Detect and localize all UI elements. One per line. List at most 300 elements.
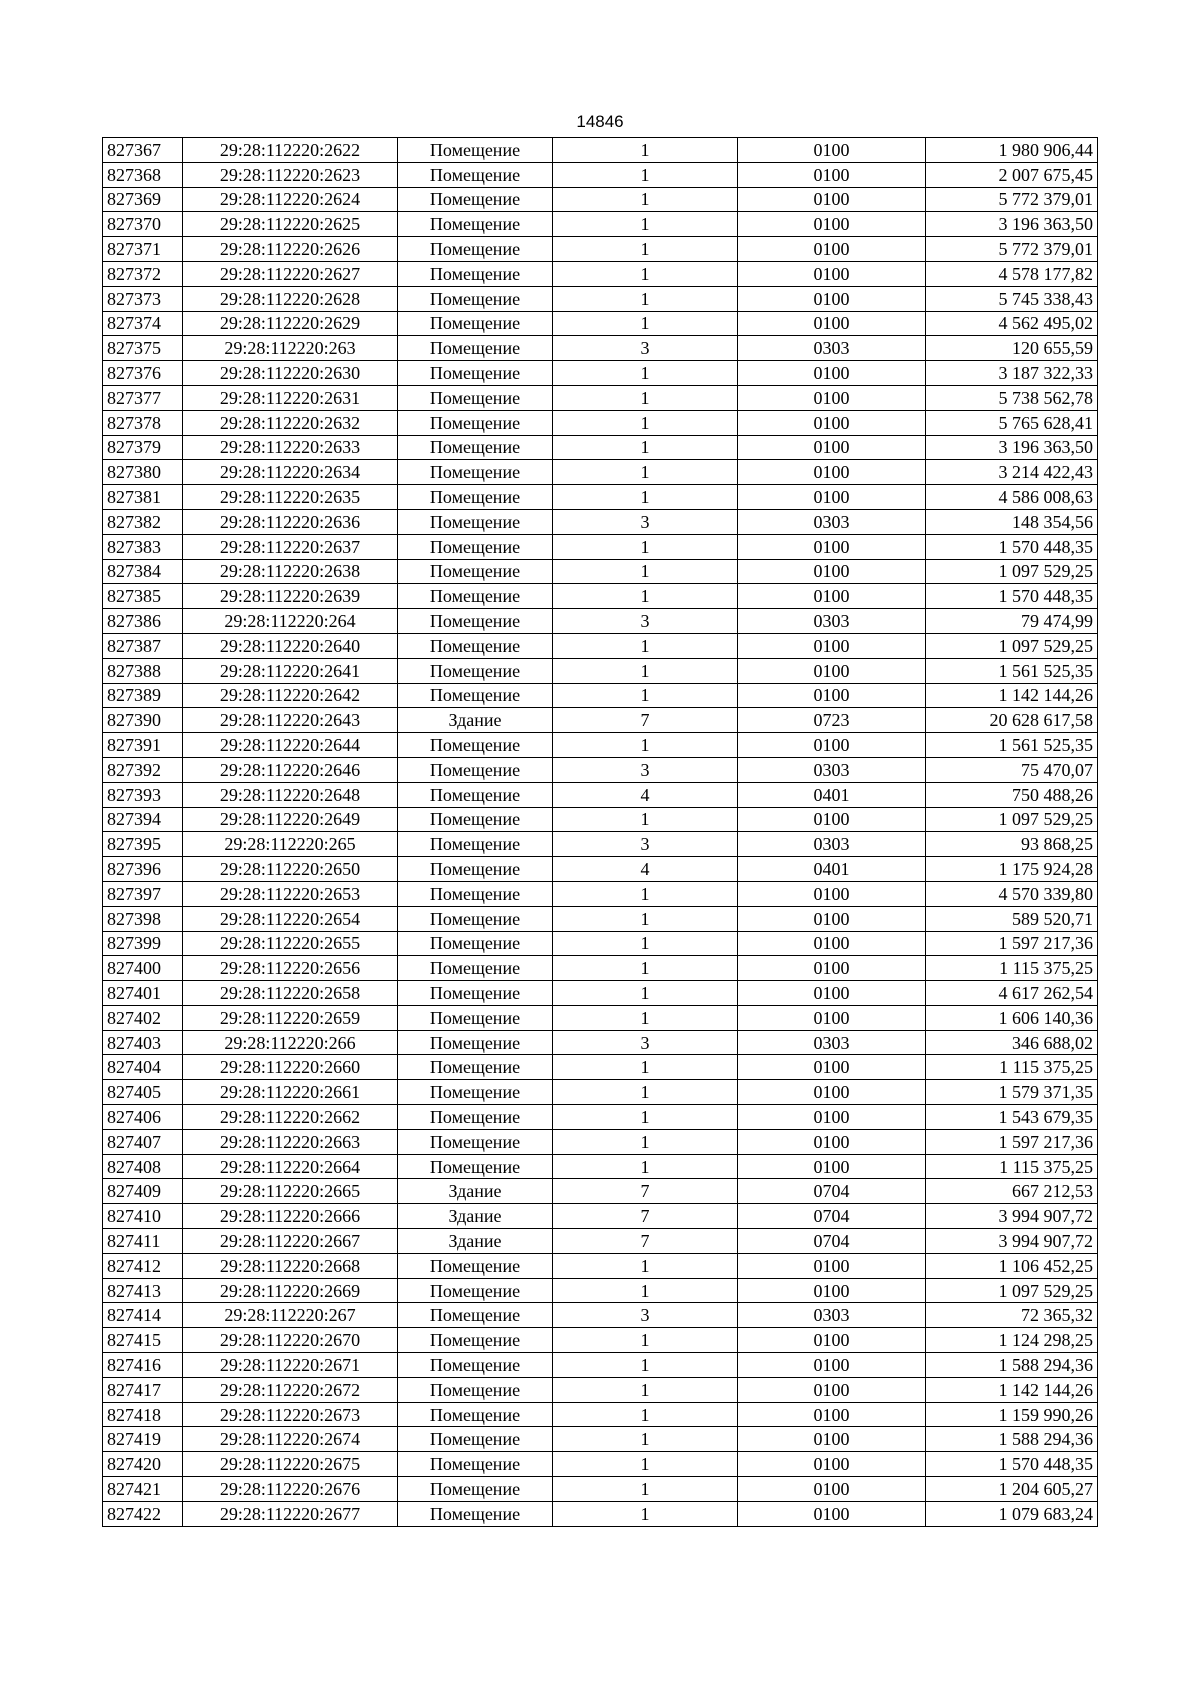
object-type-cell: Помещение xyxy=(398,633,553,658)
cadastral-value-cell: 79 474,99 xyxy=(926,609,1098,634)
code-cell: 0100 xyxy=(738,1005,926,1030)
row-number-cell: 827392 xyxy=(103,757,183,782)
row-number-cell: 827376 xyxy=(103,361,183,386)
row-number-cell: 827422 xyxy=(103,1501,183,1526)
object-type-cell: Помещение xyxy=(398,1427,553,1452)
group-number-cell: 1 xyxy=(553,981,738,1006)
table-row xyxy=(103,485,1098,510)
group-number-cell: 1 xyxy=(553,1253,738,1278)
table-row xyxy=(103,1303,1098,1328)
code-cell: 0303 xyxy=(738,757,926,782)
row-number-cell: 827381 xyxy=(103,485,183,510)
code-cell: 0100 xyxy=(738,559,926,584)
cadastral-number-cell: 29:28:112220:2658 xyxy=(183,981,398,1006)
group-number-cell: 1 xyxy=(553,1154,738,1179)
cadastral-number-cell: 29:28:112220:2675 xyxy=(183,1452,398,1477)
group-number-cell: 1 xyxy=(553,1402,738,1427)
cadastral-value-cell: 1 142 144,26 xyxy=(926,683,1098,708)
cadastral-value-cell: 4 570 339,80 xyxy=(926,881,1098,906)
row-number-cell: 827391 xyxy=(103,733,183,758)
object-type-cell: Помещение xyxy=(398,956,553,981)
code-cell: 0100 xyxy=(738,1129,926,1154)
cadastral-number-cell: 29:28:112220:2676 xyxy=(183,1477,398,1502)
row-number-cell: 827380 xyxy=(103,460,183,485)
object-type-cell: Помещение xyxy=(398,733,553,758)
row-number-cell: 827412 xyxy=(103,1253,183,1278)
cadastral-value-cell: 5 765 628,41 xyxy=(926,410,1098,435)
table-row xyxy=(103,956,1098,981)
cadastral-number-cell: 29:28:112220:2624 xyxy=(183,187,398,212)
group-number-cell: 1 xyxy=(553,162,738,187)
cadastral-value-cell: 4 586 008,63 xyxy=(926,485,1098,510)
row-number-cell: 827401 xyxy=(103,981,183,1006)
row-number-cell: 827383 xyxy=(103,534,183,559)
object-type-cell: Помещение xyxy=(398,1501,553,1526)
cadastral-value-cell: 1 588 294,36 xyxy=(926,1427,1098,1452)
cadastral-number-cell: 29:28:112220:2627 xyxy=(183,261,398,286)
row-number-cell: 827407 xyxy=(103,1129,183,1154)
cadastral-number-cell: 29:28:112220:2663 xyxy=(183,1129,398,1154)
cadastral-number-cell: 29:28:112220:2671 xyxy=(183,1353,398,1378)
code-cell: 0100 xyxy=(738,385,926,410)
code-cell: 0100 xyxy=(738,261,926,286)
cadastral-number-cell: 29:28:112220:2668 xyxy=(183,1253,398,1278)
object-type-cell: Помещение xyxy=(398,832,553,857)
code-cell: 0100 xyxy=(738,1377,926,1402)
cadastral-value-cell: 5 745 338,43 xyxy=(926,286,1098,311)
code-cell: 0100 xyxy=(738,138,926,163)
table-row xyxy=(103,1005,1098,1030)
table-row xyxy=(103,1427,1098,1452)
code-cell: 0100 xyxy=(738,1278,926,1303)
object-type-cell: Помещение xyxy=(398,1353,553,1378)
group-number-cell: 1 xyxy=(553,485,738,510)
table-row xyxy=(103,981,1098,1006)
code-cell: 0100 xyxy=(738,485,926,510)
code-cell: 0100 xyxy=(738,361,926,386)
table-row xyxy=(103,1229,1098,1254)
row-number-cell: 827396 xyxy=(103,857,183,882)
group-number-cell: 1 xyxy=(553,1477,738,1502)
code-cell: 0100 xyxy=(738,1105,926,1130)
code-cell: 0303 xyxy=(738,832,926,857)
row-number-cell: 827398 xyxy=(103,906,183,931)
table-row xyxy=(103,311,1098,336)
cadastral-value-cell: 1 124 298,25 xyxy=(926,1328,1098,1353)
cadastral-number-cell: 29:28:112220:2622 xyxy=(183,138,398,163)
cadastral-number-cell: 29:28:112220:2639 xyxy=(183,584,398,609)
cadastral-value-cell: 1 543 679,35 xyxy=(926,1105,1098,1130)
object-type-cell: Помещение xyxy=(398,385,553,410)
group-number-cell: 3 xyxy=(553,1303,738,1328)
group-number-cell: 1 xyxy=(553,1377,738,1402)
code-cell: 0704 xyxy=(738,1229,926,1254)
table-row xyxy=(103,1129,1098,1154)
code-cell: 0100 xyxy=(738,733,926,758)
group-number-cell: 1 xyxy=(553,237,738,262)
code-cell: 0100 xyxy=(738,1080,926,1105)
cadastral-value-cell: 93 868,25 xyxy=(926,832,1098,857)
cadastral-value-cell: 72 365,32 xyxy=(926,1303,1098,1328)
row-number-cell: 827411 xyxy=(103,1229,183,1254)
cadastral-number-cell: 29:28:112220:2643 xyxy=(183,708,398,733)
cadastral-value-cell: 1 115 375,25 xyxy=(926,1055,1098,1080)
object-type-cell: Помещение xyxy=(398,584,553,609)
page-number: 14846 xyxy=(576,112,624,131)
object-type-cell: Помещение xyxy=(398,187,553,212)
table-row xyxy=(103,1452,1098,1477)
cadastral-value-cell: 3 994 907,72 xyxy=(926,1204,1098,1229)
cadastral-value-cell: 1 097 529,25 xyxy=(926,633,1098,658)
object-type-cell: Помещение xyxy=(398,410,553,435)
table-row xyxy=(103,138,1098,163)
object-type-cell: Помещение xyxy=(398,361,553,386)
row-number-cell: 827377 xyxy=(103,385,183,410)
row-number-cell: 827386 xyxy=(103,609,183,634)
group-number-cell: 1 xyxy=(553,1278,738,1303)
group-number-cell: 1 xyxy=(553,931,738,956)
table-row xyxy=(103,584,1098,609)
row-number-cell: 827373 xyxy=(103,286,183,311)
cadastral-number-cell: 29:28:112220:2648 xyxy=(183,782,398,807)
code-cell: 0723 xyxy=(738,708,926,733)
cadastral-number-cell: 29:28:112220:2638 xyxy=(183,559,398,584)
cadastral-value-cell: 1 175 924,28 xyxy=(926,857,1098,882)
group-number-cell: 1 xyxy=(553,559,738,584)
object-type-cell: Помещение xyxy=(398,857,553,882)
cadastral-number-cell: 29:28:112220:2628 xyxy=(183,286,398,311)
group-number-cell: 1 xyxy=(553,1328,738,1353)
cadastral-number-cell: 29:28:112220:2635 xyxy=(183,485,398,510)
code-cell: 0100 xyxy=(738,286,926,311)
table-row xyxy=(103,361,1098,386)
code-cell: 0100 xyxy=(738,1501,926,1526)
table-row xyxy=(103,832,1098,857)
table-row xyxy=(103,1278,1098,1303)
table-row xyxy=(103,1501,1098,1526)
cadastral-number-cell: 29:28:112220:2656 xyxy=(183,956,398,981)
cadastral-value-cell: 1 597 217,36 xyxy=(926,1129,1098,1154)
cadastral-value-cell: 3 196 363,50 xyxy=(926,212,1098,237)
table-row xyxy=(103,1105,1098,1130)
cadastral-value-cell: 75 470,07 xyxy=(926,757,1098,782)
code-cell: 0100 xyxy=(738,931,926,956)
code-cell: 0100 xyxy=(738,311,926,336)
cadastral-number-cell: 29:28:112220:2640 xyxy=(183,633,398,658)
table-row xyxy=(103,460,1098,485)
row-number-cell: 827375 xyxy=(103,336,183,361)
row-number-cell: 827399 xyxy=(103,931,183,956)
code-cell: 0100 xyxy=(738,1402,926,1427)
code-cell: 0100 xyxy=(738,881,926,906)
table-row xyxy=(103,286,1098,311)
cadastral-number-cell: 29:28:112220:2642 xyxy=(183,683,398,708)
group-number-cell: 3 xyxy=(553,509,738,534)
object-type-cell: Помещение xyxy=(398,1303,553,1328)
code-cell: 0303 xyxy=(738,1303,926,1328)
row-number-cell: 827420 xyxy=(103,1452,183,1477)
object-type-cell: Помещение xyxy=(398,1030,553,1055)
group-number-cell: 1 xyxy=(553,1427,738,1452)
code-cell: 0100 xyxy=(738,435,926,460)
object-type-cell: Помещение xyxy=(398,435,553,460)
group-number-cell: 4 xyxy=(553,857,738,882)
cadastral-value-cell: 2 007 675,45 xyxy=(926,162,1098,187)
cadastral-value-cell: 589 520,71 xyxy=(926,906,1098,931)
object-type-cell: Помещение xyxy=(398,261,553,286)
object-type-cell: Здание xyxy=(398,1204,553,1229)
cadastral-value-cell: 1 570 448,35 xyxy=(926,584,1098,609)
code-cell: 0401 xyxy=(738,782,926,807)
row-number-cell: 827374 xyxy=(103,311,183,336)
object-type-cell: Помещение xyxy=(398,1377,553,1402)
cadastral-number-cell: 29:28:112220:2653 xyxy=(183,881,398,906)
object-type-cell: Помещение xyxy=(398,1253,553,1278)
row-number-cell: 827421 xyxy=(103,1477,183,1502)
object-type-cell: Здание xyxy=(398,1229,553,1254)
object-type-cell: Помещение xyxy=(398,931,553,956)
group-number-cell: 1 xyxy=(553,385,738,410)
group-number-cell: 1 xyxy=(553,138,738,163)
group-number-cell: 4 xyxy=(553,782,738,807)
cadastral-value-cell: 1 561 525,35 xyxy=(926,733,1098,758)
cadastral-number-cell: 29:28:112220:2650 xyxy=(183,857,398,882)
object-type-cell: Помещение xyxy=(398,609,553,634)
cadastral-value-cell: 1 115 375,25 xyxy=(926,956,1098,981)
object-type-cell: Помещение xyxy=(398,782,553,807)
row-number-cell: 827404 xyxy=(103,1055,183,1080)
cadastral-value-cell: 1 097 529,25 xyxy=(926,807,1098,832)
cadastral-value-cell: 3 214 422,43 xyxy=(926,460,1098,485)
group-number-cell: 1 xyxy=(553,212,738,237)
table-row xyxy=(103,1204,1098,1229)
cadastral-value-cell: 1 115 375,25 xyxy=(926,1154,1098,1179)
cadastral-value-cell: 3 187 322,33 xyxy=(926,361,1098,386)
cadastral-number-cell: 29:28:112220:2623 xyxy=(183,162,398,187)
group-number-cell: 7 xyxy=(553,1229,738,1254)
row-number-cell: 827367 xyxy=(103,138,183,163)
object-type-cell: Здание xyxy=(398,708,553,733)
code-cell: 0100 xyxy=(738,212,926,237)
row-number-cell: 827415 xyxy=(103,1328,183,1353)
cadastral-number-cell: 29:28:112220:2664 xyxy=(183,1154,398,1179)
code-cell: 0401 xyxy=(738,857,926,882)
table-row xyxy=(103,733,1098,758)
row-number-cell: 827390 xyxy=(103,708,183,733)
cadastral-value-cell: 1 570 448,35 xyxy=(926,534,1098,559)
code-cell: 0100 xyxy=(738,1427,926,1452)
table-body xyxy=(103,138,1098,1527)
cadastral-number-cell: 29:28:112220:2644 xyxy=(183,733,398,758)
group-number-cell: 3 xyxy=(553,609,738,634)
cadastral-value-cell: 3 196 363,50 xyxy=(926,435,1098,460)
code-cell: 0100 xyxy=(738,906,926,931)
object-type-cell: Помещение xyxy=(398,1154,553,1179)
table-row xyxy=(103,807,1098,832)
object-type-cell: Помещение xyxy=(398,1477,553,1502)
object-type-cell: Помещение xyxy=(398,311,553,336)
table-row xyxy=(103,609,1098,634)
cadastral-number-cell: 29:28:112220:2629 xyxy=(183,311,398,336)
group-number-cell: 1 xyxy=(553,286,738,311)
object-type-cell: Здание xyxy=(398,1179,553,1204)
object-type-cell: Помещение xyxy=(398,881,553,906)
cadastral-value-cell: 1 588 294,36 xyxy=(926,1353,1098,1378)
table-row xyxy=(103,162,1098,187)
code-cell: 0303 xyxy=(738,609,926,634)
cadastral-value-cell: 1 561 525,35 xyxy=(926,658,1098,683)
table-row xyxy=(103,385,1098,410)
row-number-cell: 827370 xyxy=(103,212,183,237)
object-type-cell: Помещение xyxy=(398,212,553,237)
group-number-cell: 1 xyxy=(553,1105,738,1130)
object-type-cell: Помещение xyxy=(398,807,553,832)
cadastral-number-cell: 29:28:112220:2670 xyxy=(183,1328,398,1353)
group-number-cell: 7 xyxy=(553,708,738,733)
cadastral-value-table xyxy=(102,137,1098,1527)
cadastral-number-cell: 29:28:112220:2626 xyxy=(183,237,398,262)
cadastral-value-cell: 667 212,53 xyxy=(926,1179,1098,1204)
row-number-cell: 827409 xyxy=(103,1179,183,1204)
cadastral-number-cell: 29:28:112220:2625 xyxy=(183,212,398,237)
cadastral-number-cell: 29:28:112220:2634 xyxy=(183,460,398,485)
row-number-cell: 827378 xyxy=(103,410,183,435)
table-row xyxy=(103,212,1098,237)
cadastral-number-cell: 29:28:112220:2655 xyxy=(183,931,398,956)
table-row xyxy=(103,435,1098,460)
group-number-cell: 1 xyxy=(553,410,738,435)
row-number-cell: 827379 xyxy=(103,435,183,460)
cadastral-number-cell: 29:28:112220:263 xyxy=(183,336,398,361)
code-cell: 0100 xyxy=(738,1154,926,1179)
code-cell: 0100 xyxy=(738,981,926,1006)
object-type-cell: Помещение xyxy=(398,1080,553,1105)
cadastral-value-cell: 1 570 448,35 xyxy=(926,1452,1098,1477)
cadastral-value-cell: 3 994 907,72 xyxy=(926,1229,1098,1254)
row-number-cell: 827418 xyxy=(103,1402,183,1427)
object-type-cell: Помещение xyxy=(398,509,553,534)
code-cell: 0704 xyxy=(738,1204,926,1229)
table-row xyxy=(103,534,1098,559)
object-type-cell: Помещение xyxy=(398,534,553,559)
table-row xyxy=(103,509,1098,534)
object-type-cell: Помещение xyxy=(398,460,553,485)
row-number-cell: 827397 xyxy=(103,881,183,906)
row-number-cell: 827416 xyxy=(103,1353,183,1378)
table-row xyxy=(103,1328,1098,1353)
code-cell: 0100 xyxy=(738,162,926,187)
group-number-cell: 1 xyxy=(553,658,738,683)
cadastral-value-cell: 5 772 379,01 xyxy=(926,237,1098,262)
cadastral-number-cell: 29:28:112220:2649 xyxy=(183,807,398,832)
table-row xyxy=(103,1477,1098,1502)
cadastral-number-cell: 29:28:112220:2665 xyxy=(183,1179,398,1204)
table-row xyxy=(103,1353,1098,1378)
table-row xyxy=(103,658,1098,683)
table-row xyxy=(103,1030,1098,1055)
code-cell: 0100 xyxy=(738,410,926,435)
row-number-cell: 827372 xyxy=(103,261,183,286)
object-type-cell: Помещение xyxy=(398,559,553,584)
group-number-cell: 1 xyxy=(553,1055,738,1080)
cadastral-number-cell: 29:28:112220:2631 xyxy=(183,385,398,410)
row-number-cell: 827417 xyxy=(103,1377,183,1402)
cadastral-value-cell: 4 617 262,54 xyxy=(926,981,1098,1006)
row-number-cell: 827368 xyxy=(103,162,183,187)
cadastral-number-cell: 29:28:112220:267 xyxy=(183,1303,398,1328)
cadastral-value-cell: 346 688,02 xyxy=(926,1030,1098,1055)
object-type-cell: Помещение xyxy=(398,1278,553,1303)
group-number-cell: 1 xyxy=(553,361,738,386)
row-number-cell: 827389 xyxy=(103,683,183,708)
group-number-cell: 1 xyxy=(553,633,738,658)
table-row xyxy=(103,857,1098,882)
table-row xyxy=(103,683,1098,708)
row-number-cell: 827413 xyxy=(103,1278,183,1303)
group-number-cell: 1 xyxy=(553,906,738,931)
group-number-cell: 1 xyxy=(553,460,738,485)
code-cell: 0100 xyxy=(738,237,926,262)
code-cell: 0303 xyxy=(738,509,926,534)
object-type-cell: Помещение xyxy=(398,237,553,262)
cadastral-value-cell: 4 562 495,02 xyxy=(926,311,1098,336)
table-row xyxy=(103,1253,1098,1278)
group-number-cell: 1 xyxy=(553,1129,738,1154)
group-number-cell: 1 xyxy=(553,584,738,609)
group-number-cell: 3 xyxy=(553,757,738,782)
object-type-cell: Помещение xyxy=(398,336,553,361)
code-cell: 0100 xyxy=(738,1253,926,1278)
row-number-cell: 827371 xyxy=(103,237,183,262)
table-row xyxy=(103,782,1098,807)
code-cell: 0704 xyxy=(738,1179,926,1204)
cadastral-number-cell: 29:28:112220:2654 xyxy=(183,906,398,931)
table-row xyxy=(103,261,1098,286)
group-number-cell: 1 xyxy=(553,683,738,708)
cadastral-value-cell: 1 106 452,25 xyxy=(926,1253,1098,1278)
object-type-cell: Помещение xyxy=(398,1328,553,1353)
cadastral-number-cell: 29:28:112220:2673 xyxy=(183,1402,398,1427)
row-number-cell: 827406 xyxy=(103,1105,183,1130)
table-row xyxy=(103,1154,1098,1179)
cadastral-value-cell: 1 097 529,25 xyxy=(926,1278,1098,1303)
cadastral-value-cell: 1 597 217,36 xyxy=(926,931,1098,956)
table-row xyxy=(103,931,1098,956)
group-number-cell: 1 xyxy=(553,1005,738,1030)
object-type-cell: Помещение xyxy=(398,1105,553,1130)
group-number-cell: 1 xyxy=(553,807,738,832)
code-cell: 0303 xyxy=(738,1030,926,1055)
table-row xyxy=(103,336,1098,361)
cadastral-number-cell: 29:28:112220:2630 xyxy=(183,361,398,386)
table-row xyxy=(103,1402,1098,1427)
row-number-cell: 827382 xyxy=(103,509,183,534)
row-number-cell: 827414 xyxy=(103,1303,183,1328)
cadastral-number-cell: 29:28:112220:2637 xyxy=(183,534,398,559)
group-number-cell: 3 xyxy=(553,832,738,857)
cadastral-value-cell: 1 579 371,35 xyxy=(926,1080,1098,1105)
group-number-cell: 3 xyxy=(553,1030,738,1055)
row-number-cell: 827369 xyxy=(103,187,183,212)
cadastral-value-cell: 1 204 605,27 xyxy=(926,1477,1098,1502)
table-row xyxy=(103,1080,1098,1105)
cadastral-value-cell: 120 655,59 xyxy=(926,336,1098,361)
table-row xyxy=(103,757,1098,782)
group-number-cell: 1 xyxy=(553,187,738,212)
object-type-cell: Помещение xyxy=(398,138,553,163)
cadastral-number-cell: 29:28:112220:2659 xyxy=(183,1005,398,1030)
group-number-cell: 1 xyxy=(553,1080,738,1105)
